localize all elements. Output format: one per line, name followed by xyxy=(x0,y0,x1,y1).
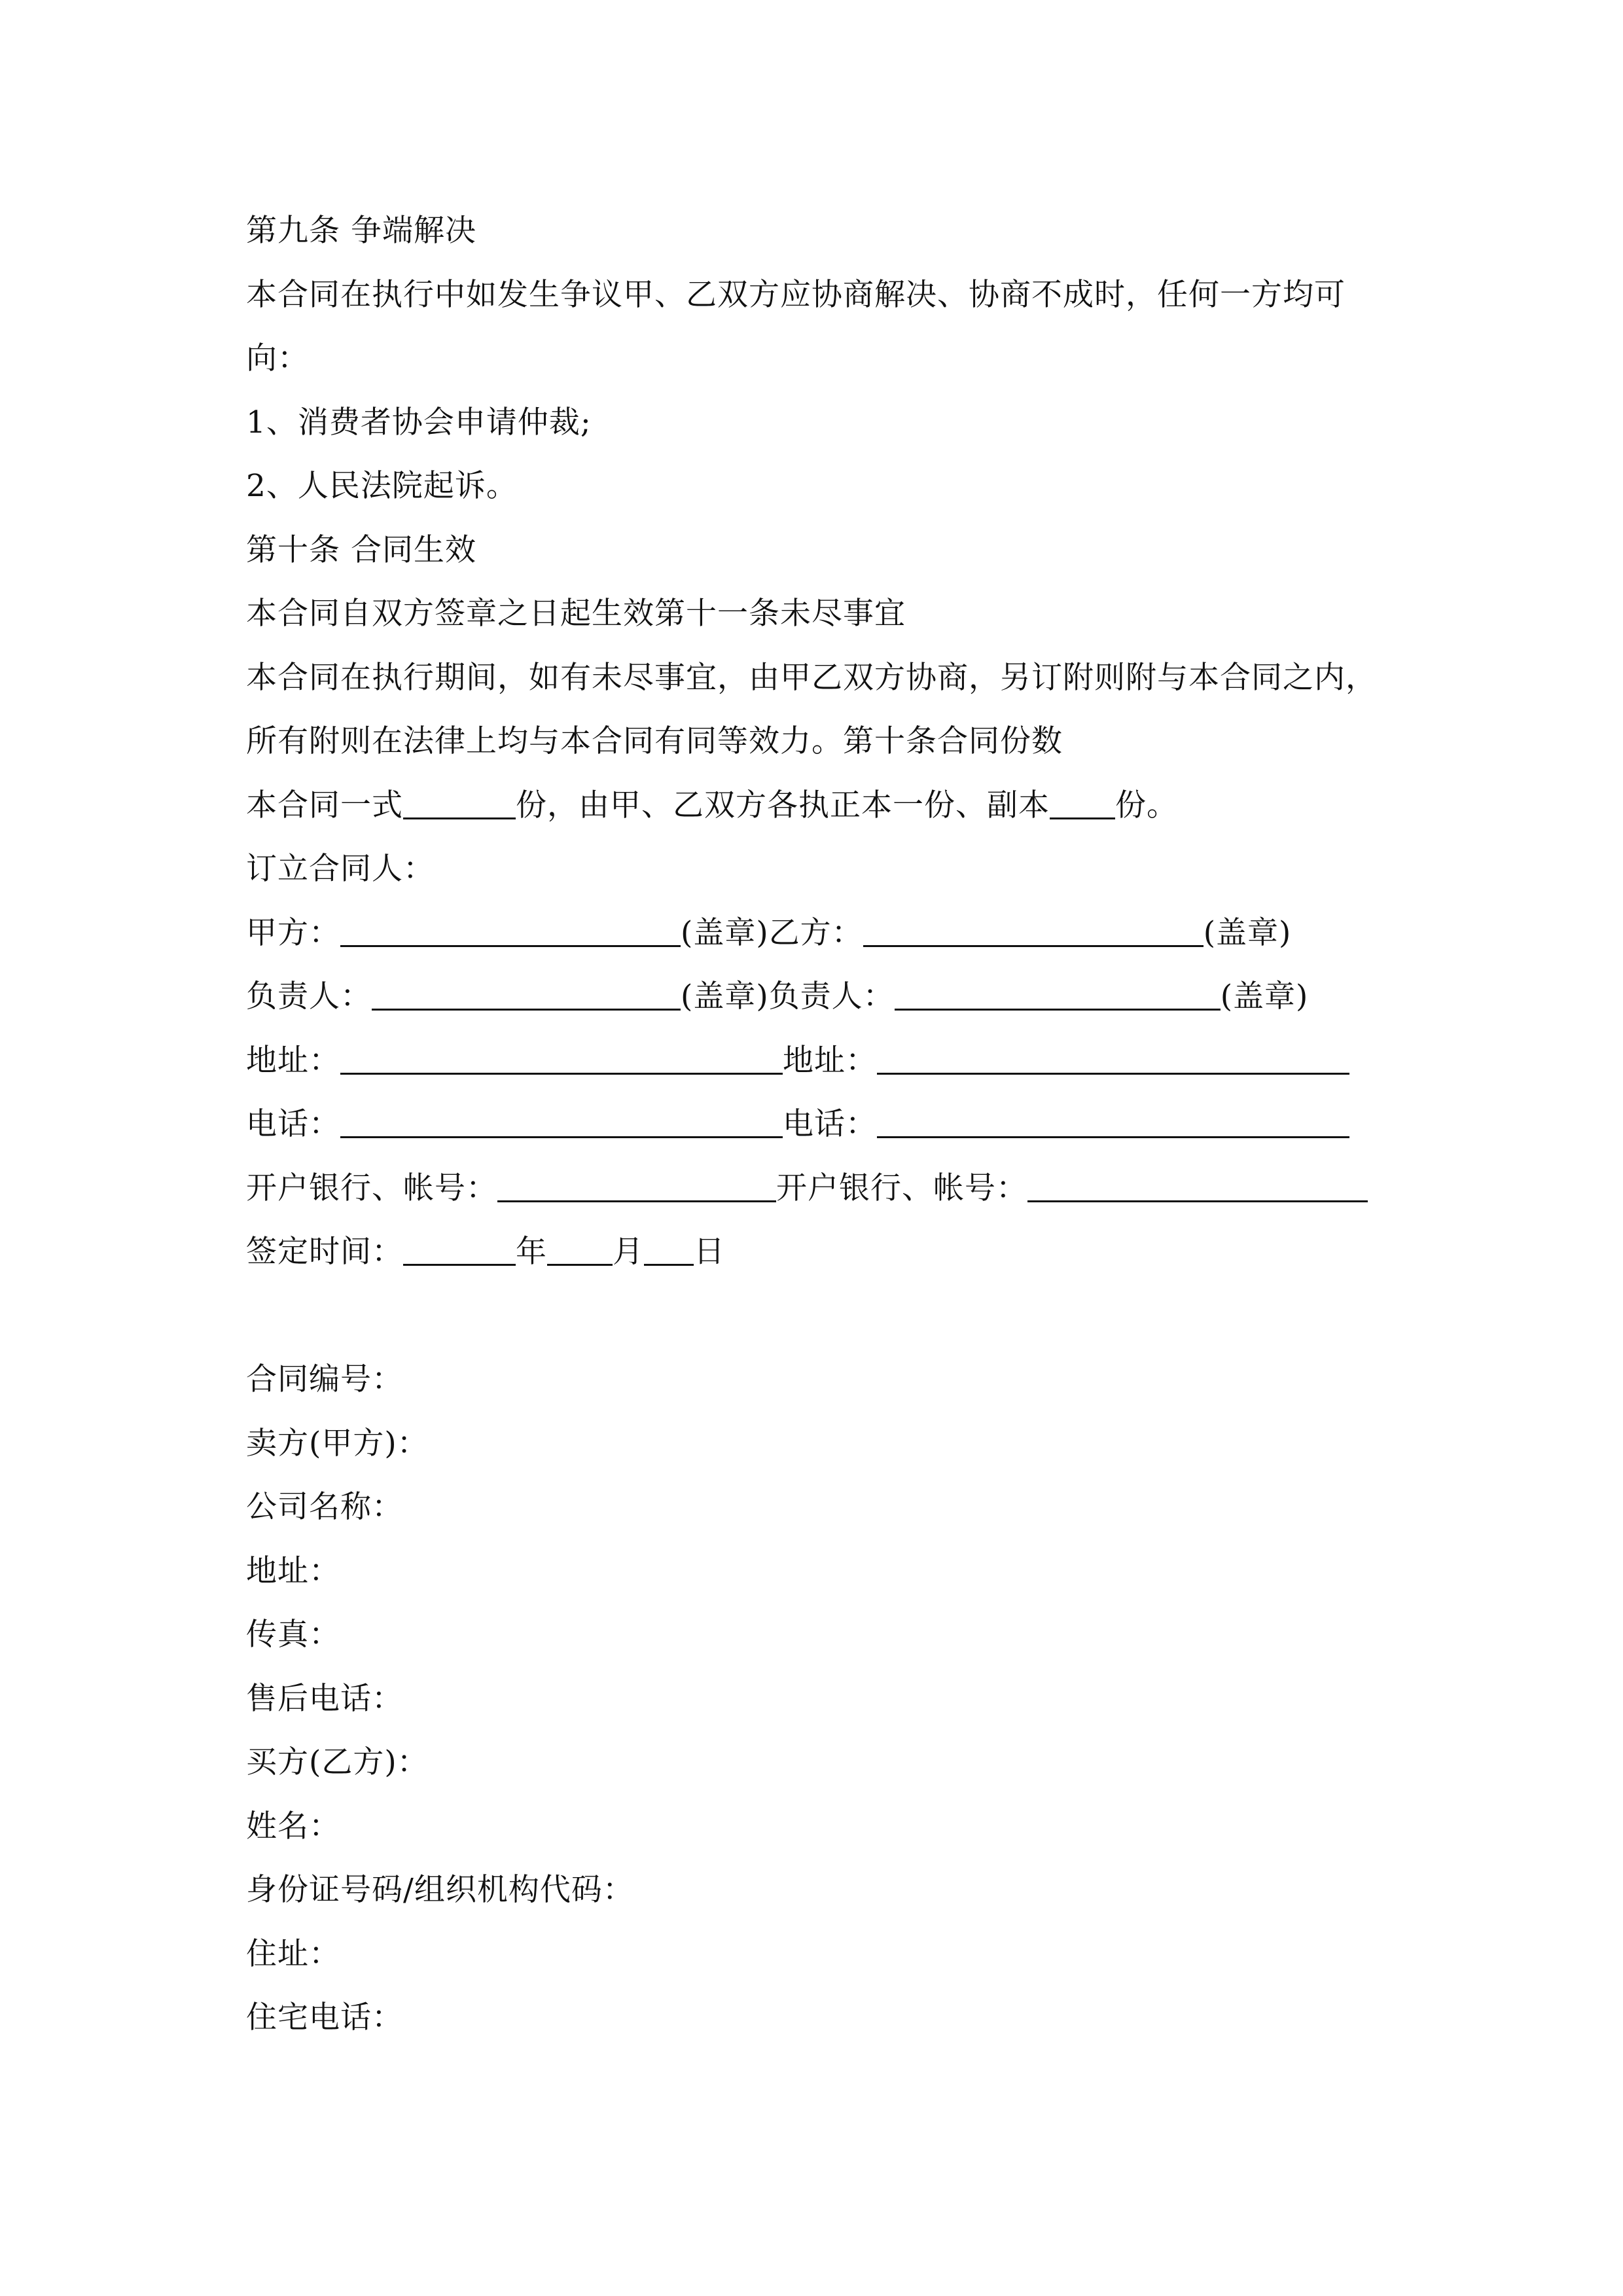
party-a-address-blank[interactable] xyxy=(340,1043,783,1075)
party-b-seal-label: (盖章) xyxy=(1203,914,1292,951)
document-content xyxy=(246,199,1385,2050)
address-row xyxy=(246,1029,1385,1093)
section-10-paragraph-2: 本合同在执行期间，如有未尽事宜，由甲乙双方协商，另订附则附与本合同之内， xyxy=(246,659,1377,696)
day-label: 日 xyxy=(694,1234,725,1270)
party-a-responsible-blank[interactable] xyxy=(372,978,681,1011)
copies-middle: 份，由甲、乙双方各执正本一份、副本 xyxy=(516,787,1050,823)
party-a-responsible-label: 负责人： xyxy=(246,978,372,1014)
date-row xyxy=(246,1220,1385,1284)
section-9-item-2: 2、人民法院起诉。 xyxy=(246,468,518,504)
party-b-responsible-blank[interactable] xyxy=(895,978,1221,1011)
copies-line xyxy=(246,774,1385,838)
bank-row xyxy=(246,1157,1385,1221)
section-10-paragraph-1: 本合同自双方签章之日起生效第十一条未尽事宜 xyxy=(246,596,906,632)
residence-label: 住址： xyxy=(246,1935,340,1972)
copies-suffix: 份。 xyxy=(1115,787,1178,823)
duplicate-count-blank[interactable] xyxy=(1050,787,1115,819)
section-10-paragraph-3: 所有附则在法律上均与本合同有同等效力。第十条合同份数 xyxy=(246,723,1063,759)
contract-number-label: 合同编号： xyxy=(246,1361,403,1397)
section-10-heading: 第十条 合同生效 xyxy=(246,531,476,568)
party-b-bank-label: 开户银行、帐号： xyxy=(776,1170,1027,1206)
month-label: 月 xyxy=(613,1234,644,1270)
buyer-name-label: 姓名： xyxy=(246,1808,340,1844)
id-number-label: 身份证号码/组织机构代码： xyxy=(246,1872,634,1908)
section-9-paragraph-continued: 向： xyxy=(246,340,309,376)
signing-title: 订立合同人： xyxy=(246,851,435,887)
date-label: 签定时间： xyxy=(246,1234,403,1270)
party-a-responsible-seal: (盖章) xyxy=(681,978,769,1014)
phone-row xyxy=(246,1092,1385,1157)
fax-label: 传真： xyxy=(246,1617,340,1653)
party-b-bank-blank[interactable] xyxy=(1027,1170,1368,1202)
year-label: 年 xyxy=(516,1234,547,1270)
day-blank[interactable] xyxy=(644,1234,694,1266)
party-a-address-label: 地址： xyxy=(246,1042,340,1079)
party-b-label: 乙方： xyxy=(768,914,863,951)
aftersales-phone-label: 售后电话： xyxy=(246,1680,403,1717)
party-b-phone-label: 电话： xyxy=(783,1106,877,1142)
party-a-bank-label: 开户银行、帐号： xyxy=(246,1170,497,1206)
party-a-seal-label: (盖章) xyxy=(681,914,769,951)
party-a-blank[interactable] xyxy=(340,915,681,947)
copies-count-blank[interactable] xyxy=(403,787,516,819)
month-blank[interactable] xyxy=(547,1234,613,1266)
home-phone-label: 住宅电话： xyxy=(246,2000,403,2036)
buyer-label: 买方(乙方)： xyxy=(246,1744,429,1780)
seller-label: 卖方(甲方)： xyxy=(246,1425,429,1462)
party-b-blank[interactable] xyxy=(863,915,1204,947)
party-b-address-blank[interactable] xyxy=(877,1043,1349,1075)
year-blank[interactable] xyxy=(403,1234,516,1266)
party-a-phone-blank[interactable] xyxy=(340,1106,783,1138)
party-b-phone-blank[interactable] xyxy=(877,1106,1349,1138)
section-spacer xyxy=(246,1284,1385,1348)
party-b-responsible-label: 负责人： xyxy=(768,978,895,1014)
party-a-phone-label: 电话： xyxy=(246,1106,340,1142)
party-b-address-label: 地址： xyxy=(783,1042,877,1079)
party-row xyxy=(246,901,1385,965)
company-name-label: 公司名称： xyxy=(246,1489,403,1525)
party-a-label: 甲方： xyxy=(246,914,340,951)
responsible-row xyxy=(246,965,1385,1029)
section-9-paragraph: 本合同在执行中如发生争议甲、乙双方应协商解决、协商不成时，任何一方均可 xyxy=(246,276,1346,313)
party-a-bank-blank[interactable] xyxy=(497,1170,776,1202)
section-9-item-1: 1、消费者协会申请仲裁; xyxy=(246,404,592,440)
section-9-heading: 第九条 争端解决 xyxy=(246,213,476,249)
copies-prefix: 本合同一式 xyxy=(246,787,403,823)
party-b-responsible-seal: (盖章) xyxy=(1220,978,1309,1014)
seller-address-label: 地址： xyxy=(246,1552,340,1589)
